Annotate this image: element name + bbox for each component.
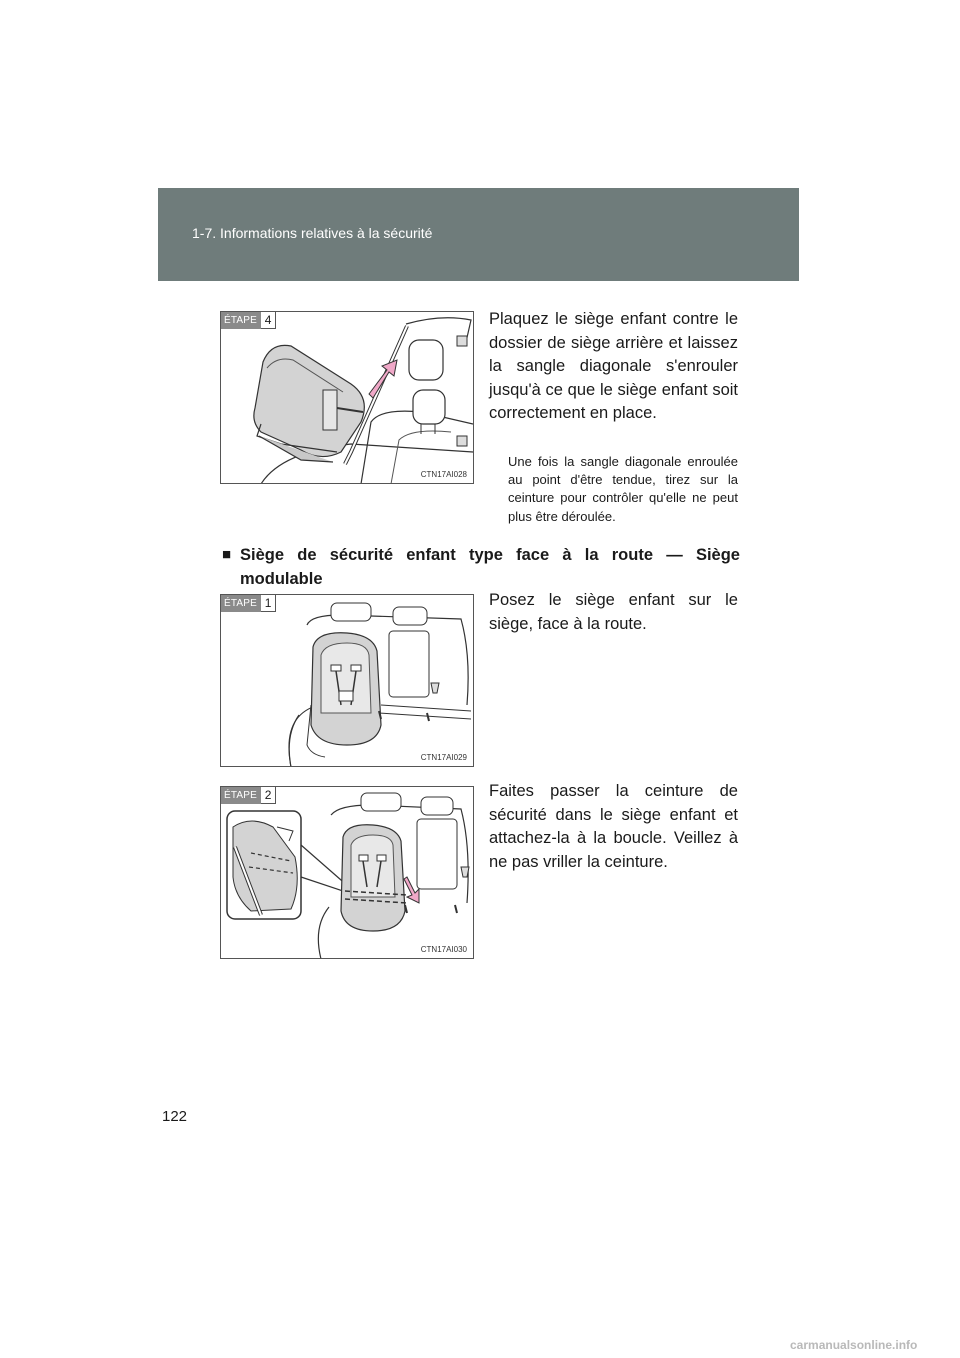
step-badge — [221, 312, 276, 329]
step-1-instruction: Posez le siège enfant sur le siège, face à la route. — [489, 591, 738, 633]
illustration-belt-through-seat — [221, 787, 474, 959]
step-4-instruction: Plaquez le siège enfant contre le dossier de siège arrière et laissez la sangle diagonale s'enrouler jusqu'à ce que le siège enfant soit correctement en place. — [489, 310, 738, 422]
figure-step-1 — [220, 594, 474, 767]
header-band — [158, 188, 799, 281]
section-heading — [222, 543, 740, 591]
watermark: carmanualsonline.info — [790, 1338, 918, 1352]
section-heading-text: Siège de sécurité enfant type face à la route — Siège modulable — [240, 546, 740, 588]
page-number: 122 — [162, 1108, 188, 1125]
step-badge — [221, 595, 276, 612]
step-2-instruction: Faites passer la ceinture de sécurité dans le siège enfant et attachez-la à la boucle. Veillez à ne pas vriller la ceinture. — [489, 782, 738, 871]
step-label: ÉTAPE — [221, 787, 261, 804]
figure-step-4 — [220, 311, 474, 484]
step-number: 4 — [261, 312, 276, 329]
figure-code: CTN17AI030 — [420, 945, 467, 954]
figure-step-2 — [220, 786, 474, 959]
section-bullet: ■ — [222, 546, 232, 563]
figure-code: CTN17AI029 — [420, 753, 467, 762]
illustration-infant-seat-against-backrest — [221, 312, 474, 484]
step-label: ÉTAPE — [221, 595, 261, 612]
step-number: 1 — [261, 595, 276, 612]
step-4-note: Une fois la sangle diagonale enroulée au point d'être tendue, tirez sur la ceinture pour contrôler qu'elle ne peut plus être déroulée. — [508, 454, 738, 524]
section-title: 1-7. Informations relatives à la sécurité — [192, 225, 433, 241]
illustration-forward-facing-seat — [221, 595, 474, 767]
step-label: ÉTAPE — [221, 312, 261, 329]
figure-code: CTN17AI028 — [420, 470, 467, 479]
step-badge — [221, 787, 276, 804]
step-number: 2 — [261, 787, 276, 804]
